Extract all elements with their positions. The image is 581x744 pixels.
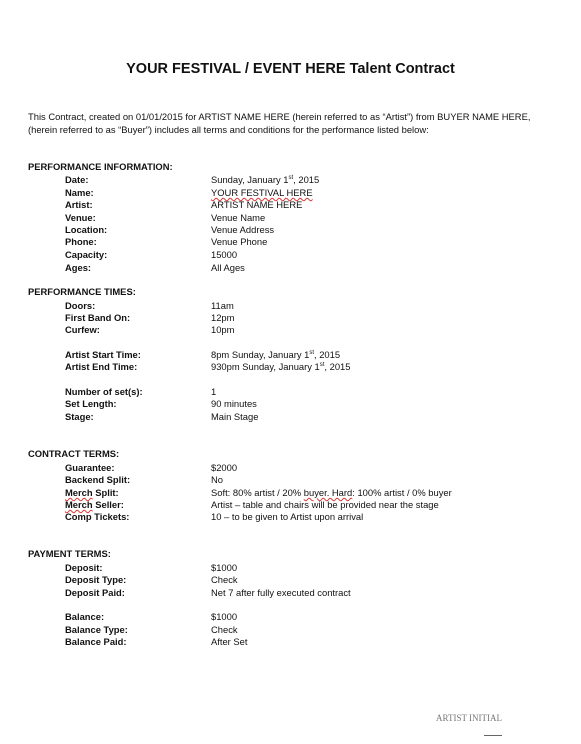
comp-tickets-value: 10 – to be given to Artist upon arrival <box>211 511 364 522</box>
name-row <box>0 187 581 199</box>
ages-row <box>0 262 581 274</box>
date-value: Sunday, January 1st, 2015 <box>211 174 320 185</box>
venue-label: Venue: <box>65 212 96 223</box>
artist-start-label: Artist Start Time: <box>65 349 141 360</box>
deposit-value: $1000 <box>211 562 238 573</box>
intro-line-2: (herein referred to as “Buyer”) includes all terms and conditions for the performance listed below: <box>28 124 429 135</box>
location-value: Venue Address <box>211 224 275 235</box>
deposit-paid-label: Deposit Paid: <box>65 587 125 598</box>
artist-label: Artist: <box>65 199 93 210</box>
set-length-row <box>0 398 581 410</box>
balance-row <box>0 611 581 623</box>
balance-label: Balance: <box>65 611 105 622</box>
balance-paid-row <box>0 636 581 648</box>
curfew-label: Curfew: <box>65 324 100 335</box>
ages-value: All Ages <box>211 262 245 273</box>
venue-value: Venue Name <box>211 212 266 223</box>
merch-seller-value: Artist – table and chairs will be provided near the stage <box>211 499 439 510</box>
contract-terms-heading: CONTRACT TERMS: <box>28 448 120 459</box>
stage-row <box>0 411 581 423</box>
balance-value: $1000 <box>211 611 238 622</box>
merch-seller-row <box>0 499 581 511</box>
merch-split-value: Soft: 80% artist / 20% buyer. Hard: 100% artist / 0% buyer <box>211 487 452 498</box>
balance-paid-label: Balance Paid: <box>65 636 127 647</box>
number-of-sets-value: 1 <box>211 386 217 397</box>
backend-split-label: Backend Split: <box>65 474 131 485</box>
set-length-label: Set Length: <box>65 398 117 409</box>
guarantee-row <box>0 462 581 474</box>
deposit-row <box>0 562 581 574</box>
comp-tickets-row <box>0 511 581 523</box>
artist-end-row <box>0 361 581 373</box>
deposit-label: Deposit: <box>65 562 103 573</box>
balance-paid-value: After Set <box>211 636 248 647</box>
merch-split-row <box>0 487 581 499</box>
date-label: Date: <box>65 174 89 185</box>
first-band-value: 12pm <box>211 312 235 323</box>
balance-type-value: Check <box>211 624 238 635</box>
name-label: Name: <box>65 187 94 198</box>
balance-type-row <box>0 624 581 636</box>
contract-title: YOUR FESTIVAL / EVENT HERE Talent Contract <box>126 61 455 77</box>
deposit-type-row <box>0 574 581 586</box>
deposit-type-value: Check <box>211 574 238 585</box>
payment-terms-heading: PAYMENT TERMS: <box>28 548 111 559</box>
number-of-sets-label: Number of set(s): <box>65 386 143 397</box>
phone-label: Phone: <box>65 236 97 247</box>
deposit-paid-row <box>0 587 581 599</box>
performance-information-heading: PERFORMANCE INFORMATION: <box>28 161 173 172</box>
backend-split-value: No <box>211 474 223 485</box>
intro-line-1: This Contract, created on 01/01/2015 for ARTIST NAME HERE (herein referred to as “Artist”) from BUYER NAME HERE, <box>28 111 531 122</box>
location-label: Location: <box>65 224 108 235</box>
curfew-value: 10pm <box>211 324 235 335</box>
comp-tickets-label: Comp Tickets: <box>65 511 130 522</box>
backend-split-row <box>0 474 581 486</box>
curfew-row <box>0 324 581 336</box>
name-value: YOUR FESTIVAL HERE <box>211 187 313 198</box>
venue-row <box>0 212 581 224</box>
performance-times-heading: PERFORMANCE TIMES: <box>28 286 136 297</box>
deposit-paid-value: Net 7 after fully executed contract <box>211 587 351 598</box>
capacity-row <box>0 249 581 261</box>
ages-label: Ages: <box>65 262 92 273</box>
artist-end-value: 930pm Sunday, January 1st, 2015 <box>211 361 351 372</box>
merch-seller-label: Merch Seller: <box>65 499 124 510</box>
first-band-label: First Band On: <box>65 312 131 323</box>
number-of-sets-row <box>0 386 581 398</box>
guarantee-value: $2000 <box>211 462 238 473</box>
doors-row <box>0 300 581 312</box>
intro-paragraph <box>28 110 558 136</box>
stage-value: Main Stage <box>211 411 259 422</box>
set-length-value: 90 minutes <box>211 398 257 409</box>
artist-initial-label: ARTIST INITIAL <box>436 713 503 723</box>
guarantee-label: Guarantee: <box>65 462 115 473</box>
deposit-type-label: Deposit Type: <box>65 574 127 585</box>
artist-start-row <box>0 349 581 361</box>
phone-row <box>0 236 581 248</box>
location-row <box>0 224 581 236</box>
artist-row <box>0 199 581 211</box>
phone-value: Venue Phone <box>211 236 268 247</box>
stage-label: Stage: <box>65 411 94 422</box>
capacity-value: 15000 <box>211 249 238 260</box>
balance-type-label: Balance Type: <box>65 624 128 635</box>
first-band-row <box>0 312 581 324</box>
artist-start-value: 8pm Sunday, January 1st, 2015 <box>211 349 341 360</box>
doors-value: 11am <box>211 300 234 311</box>
artist-end-label: Artist End Time: <box>65 361 138 372</box>
capacity-label: Capacity: <box>65 249 108 260</box>
merch-split-label: Merch Split: <box>65 487 119 498</box>
artist-value: ARTIST NAME HERE <box>211 199 303 210</box>
doors-label: Doors: <box>65 300 96 311</box>
date-row <box>0 174 581 186</box>
artist-initial-line <box>484 735 502 736</box>
